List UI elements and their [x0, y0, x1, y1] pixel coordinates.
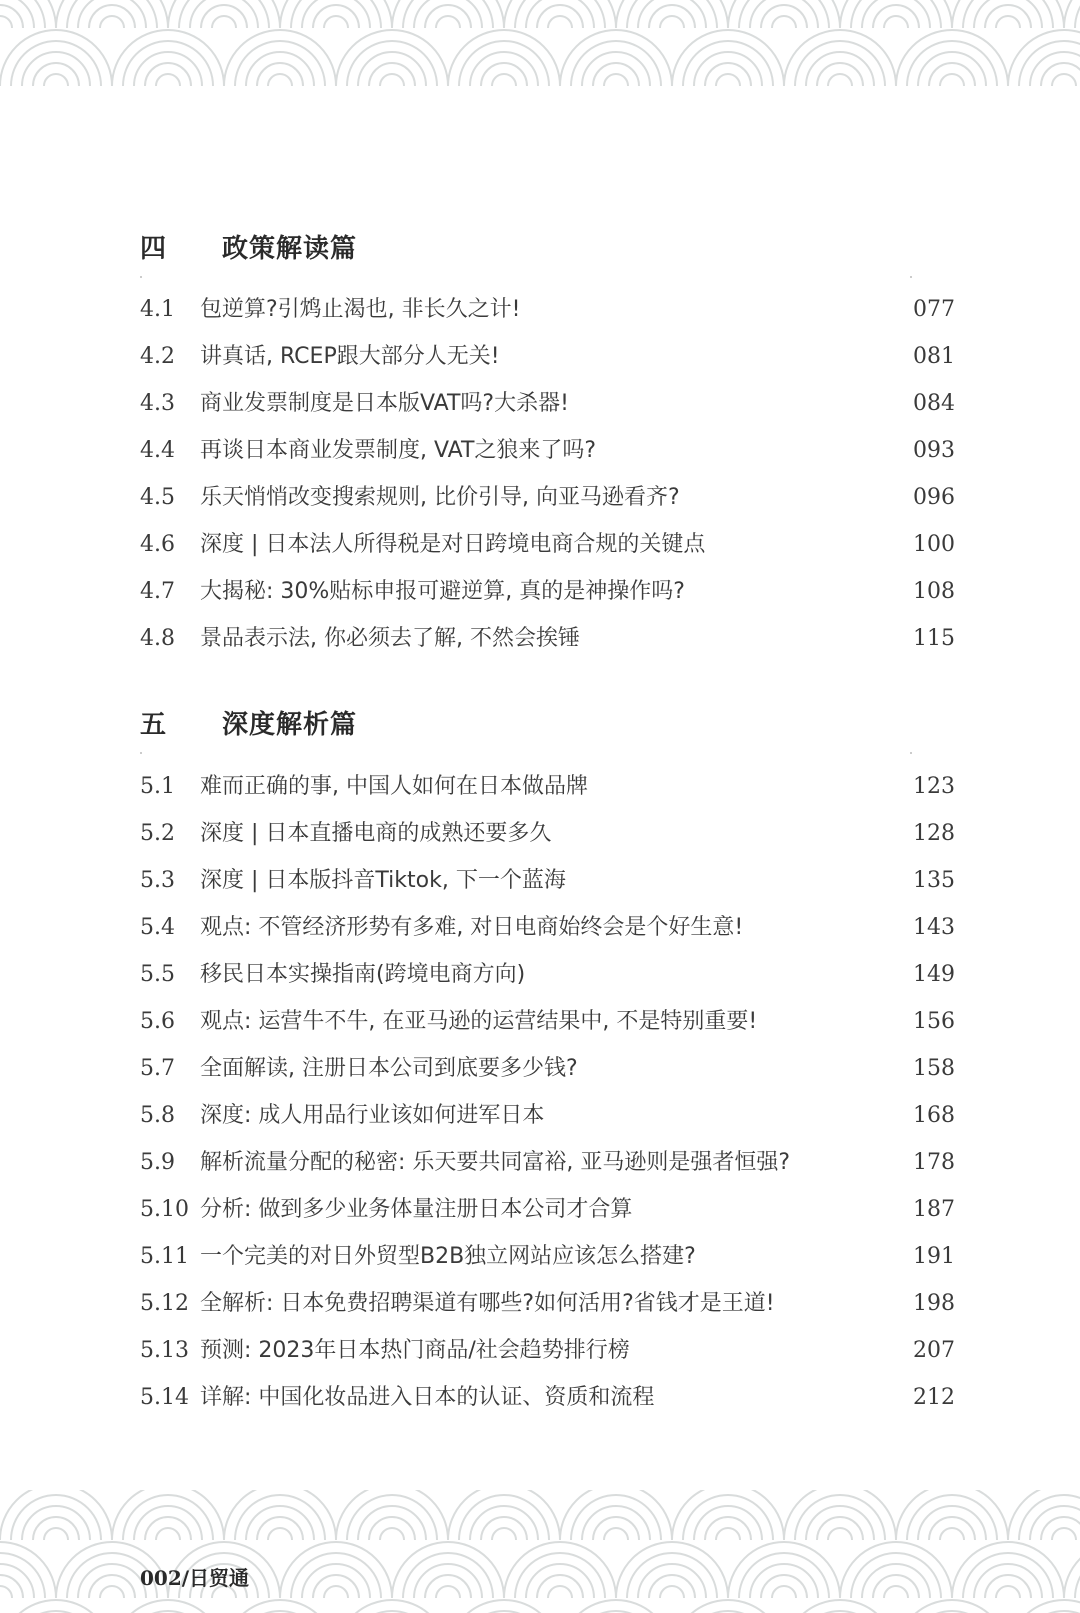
section-divider — [140, 276, 955, 278]
entry-number: 5.7 — [140, 1056, 175, 1081]
entry-page-number: 212 — [913, 1385, 955, 1410]
entry-number: 4.8 — [140, 626, 175, 651]
section-number: 五 — [140, 710, 167, 740]
entry-page-number: 207 — [913, 1338, 955, 1363]
entry-title: 详解: 中国化妆品进入日本的认证、资质和流程 — [200, 1385, 655, 1410]
entry-title: 包逆算?引鸩止渴也, 非长久之计! — [200, 297, 521, 322]
entry-number: 4.7 — [140, 579, 175, 604]
entry-title: 观点: 运营牛不牛, 在亚马逊的运营结果中, 不是特别重要! — [200, 1009, 758, 1034]
entry-page-number: 096 — [913, 485, 955, 510]
entry-title: 全解析: 日本免费招聘渠道有哪些?如何活用?省钱才是王道! — [200, 1291, 775, 1316]
entry-number: 5.2 — [140, 821, 175, 846]
entry-page-number: 135 — [913, 868, 955, 893]
entry-title: 大揭秘: 30%贴标申报可避逆算, 真的是神操作吗? — [200, 579, 685, 604]
entry-page-number: 149 — [913, 962, 955, 987]
page-footer: 002/日贸通 — [140, 1566, 250, 1590]
toc-entry[interactable] — [140, 861, 955, 901]
entry-title: 景品表示法, 你必须去了解, 不然会挨锤 — [200, 626, 580, 651]
wave-pattern-icon — [0, 0, 1080, 118]
entry-number: 5.4 — [140, 915, 175, 940]
entry-number: 5.3 — [140, 868, 175, 893]
toc-entry[interactable] — [140, 767, 955, 807]
entry-page-number: 081 — [913, 344, 955, 369]
entry-number: 5.14 — [140, 1385, 189, 1410]
section-divider — [140, 752, 955, 754]
entry-title: 预测: 2023年日本热门商品/社会趋势排行榜 — [200, 1338, 630, 1363]
entry-page-number: 077 — [913, 297, 955, 322]
entry-number: 5.10 — [140, 1197, 189, 1222]
entry-number: 5.11 — [140, 1244, 189, 1269]
entry-number: 4.5 — [140, 485, 175, 510]
toc-entry[interactable] — [140, 1190, 955, 1230]
toc-entry[interactable] — [140, 1284, 955, 1324]
toc-entry[interactable] — [140, 431, 955, 471]
bottom-wave-decoration — [0, 1490, 1080, 1613]
entry-title: 全面解读, 注册日本公司到底要多少钱? — [200, 1056, 578, 1081]
entry-number: 5.13 — [140, 1338, 189, 1363]
toc-entry[interactable] — [140, 478, 955, 518]
entry-page-number: 093 — [913, 438, 955, 463]
top-wave-decoration — [0, 0, 1080, 118]
entry-title: 再谈日本商业发票制度, VAT之狼来了吗? — [200, 438, 597, 463]
entry-number: 5.12 — [140, 1291, 189, 1316]
entry-number: 5.8 — [140, 1103, 175, 1128]
entry-number: 4.4 — [140, 438, 175, 463]
entry-number: 5.1 — [140, 774, 175, 799]
toc-entry[interactable] — [140, 619, 955, 659]
entry-title: 解析流量分配的秘密: 乐天要共同富裕, 亚马逊则是强者恒强? — [200, 1150, 791, 1175]
entry-page-number: 156 — [913, 1009, 955, 1034]
toc-entry[interactable] — [140, 525, 955, 565]
entry-page-number: 168 — [913, 1103, 955, 1128]
entry-title: 深度 | 日本直播电商的成熟还要多久 — [200, 821, 552, 846]
entry-title: 一个完美的对日外贸型B2B独立网站应该怎么搭建? — [200, 1244, 696, 1269]
entry-page-number: 158 — [913, 1056, 955, 1081]
entry-page-number: 187 — [913, 1197, 955, 1222]
entry-number: 5.9 — [140, 1150, 175, 1175]
entry-page-number: 084 — [913, 391, 955, 416]
toc-entry[interactable] — [140, 908, 955, 948]
toc-entry[interactable] — [140, 290, 955, 330]
entry-page-number: 123 — [913, 774, 955, 799]
entry-title: 难而正确的事, 中国人如何在日本做品牌 — [200, 774, 588, 799]
entry-page-number: 178 — [913, 1150, 955, 1175]
entry-title: 深度: 成人用品行业该如何进军日本 — [200, 1103, 545, 1128]
toc-entry[interactable] — [140, 955, 955, 995]
toc-entry[interactable] — [140, 1049, 955, 1089]
entry-title: 乐天悄悄改变搜索规则, 比价引导, 向亚马逊看齐? — [200, 485, 680, 510]
entry-title: 移民日本实操指南(跨境电商方向) — [200, 962, 526, 987]
entry-number: 4.1 — [140, 297, 175, 322]
section-title: 深度解析篇 — [222, 710, 358, 740]
entry-title: 深度 | 日本法人所得税是对日跨境电商合规的关键点 — [200, 532, 706, 557]
toc-entry[interactable] — [140, 1143, 955, 1183]
toc-entry[interactable] — [140, 1378, 955, 1418]
section-title: 政策解读篇 — [222, 234, 358, 264]
entry-number: 4.3 — [140, 391, 175, 416]
entry-page-number: 128 — [913, 821, 955, 846]
toc-entry[interactable] — [140, 572, 955, 612]
entry-title: 商业发票制度是日本版VAT吗?大杀器! — [200, 391, 569, 416]
toc-entry[interactable] — [140, 1237, 955, 1277]
toc-entry[interactable] — [140, 384, 955, 424]
entry-page-number: 143 — [913, 915, 955, 940]
wave-pattern-icon — [0, 1490, 1080, 1613]
entry-page-number: 115 — [913, 626, 955, 651]
toc-entry[interactable] — [140, 1002, 955, 1042]
toc-entry[interactable] — [140, 337, 955, 377]
entry-title: 分析: 做到多少业务体量注册日本公司才合算 — [200, 1197, 633, 1222]
entry-number: 5.5 — [140, 962, 175, 987]
entry-title: 观点: 不管经济形势有多难, 对日电商始终会是个好生意! — [200, 915, 744, 940]
section-header — [140, 228, 955, 268]
toc-entry[interactable] — [140, 1096, 955, 1136]
entry-title: 深度 | 日本版抖音Tiktok, 下一个蓝海 — [200, 868, 566, 893]
entry-page-number: 108 — [913, 579, 955, 604]
entry-page-number: 198 — [913, 1291, 955, 1316]
entry-number: 4.2 — [140, 344, 175, 369]
entry-page-number: 191 — [913, 1244, 955, 1269]
section-number: 四 — [140, 234, 167, 264]
entry-page-number: 100 — [913, 532, 955, 557]
section-header — [140, 704, 955, 744]
toc-entry[interactable] — [140, 1331, 955, 1371]
entry-number: 4.6 — [140, 532, 175, 557]
entry-title: 讲真话, RCEP跟大部分人无关! — [200, 344, 500, 369]
toc-entry[interactable] — [140, 814, 955, 854]
entry-number: 5.6 — [140, 1009, 175, 1034]
